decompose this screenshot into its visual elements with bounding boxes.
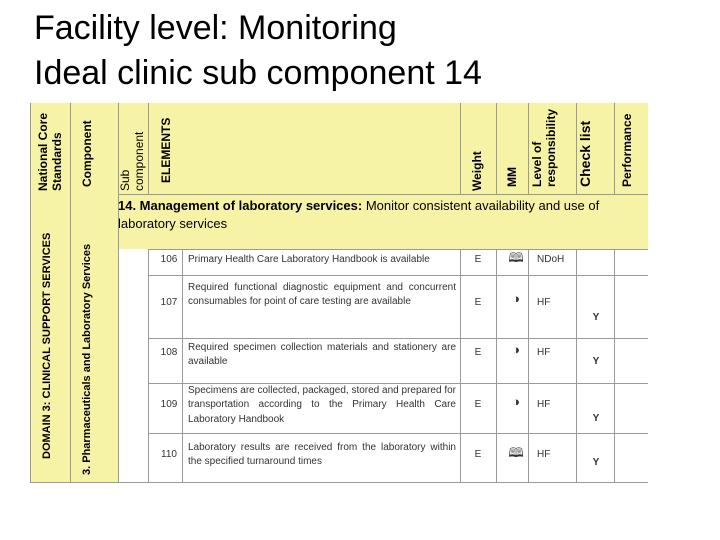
element-number: 108 (160, 347, 178, 358)
mm-icon: 🕮 (508, 250, 524, 265)
mm-icon: ◑ (512, 291, 520, 306)
responsibility-value: NDoH (537, 254, 565, 265)
weight-value: E (474, 297, 482, 308)
check-list-value: Y (592, 356, 600, 367)
responsibility-value: HF (537, 347, 551, 358)
weight-value: E (474, 254, 482, 265)
header-weight: Weight (470, 151, 484, 191)
element-number: 107 (160, 297, 178, 308)
header-national-core-standards: National Core Standards (36, 112, 64, 191)
element-text: Specimens are collected, packaged, stored and prepared for transportation according to the Primary Health Care Laboratory Handbook (188, 385, 456, 425)
header-mm: MM (505, 167, 519, 187)
mm-icon: ◑ (512, 342, 520, 357)
element-text: Primary Health Care Laboratory Handbook is available (188, 254, 430, 265)
banner-description: Monitor consistent availability and use of laboratory services (118, 198, 600, 231)
responsibility-value: HF (537, 399, 551, 410)
check-list-value: Y (592, 457, 600, 468)
element-number: 109 (160, 399, 178, 410)
weight-value: E (474, 347, 482, 358)
header-check-list: Check list (577, 120, 593, 187)
header-sub-component: Sub component (118, 131, 146, 191)
check-list-value: Y (592, 312, 600, 323)
mm-icon: 🕮 (508, 445, 524, 460)
element-text: Required functional diagnostic equipment and concurrent consumables for point of care testing are available (188, 282, 456, 308)
element-number: 110 (161, 449, 177, 460)
element-number: 106 (160, 254, 178, 265)
weight-value: E (474, 399, 482, 410)
check-list-value: Y (592, 413, 600, 424)
header-performance: Performance (620, 113, 634, 187)
sub-component-banner (118, 197, 644, 233)
header-component: Component (80, 120, 94, 187)
domain-label: DOMAIN 3: CLINICAL SUPPORT SERVICES (41, 232, 53, 459)
header-elements: ELEMENTS (159, 117, 173, 183)
weight-value: E (474, 449, 482, 460)
component-label: 3. Pharmaceuticals and Laboratory Services (81, 243, 93, 475)
standards-table (30, 103, 648, 483)
banner-heading: 14. Management of laboratory services: (118, 198, 363, 213)
header-level-of-responsibility: Level of responsibility (530, 108, 558, 187)
slide-title-line-1: Facility level: Monitoring (34, 9, 397, 47)
element-text: Laboratory results are received from the laboratory within the specified turnaround times (188, 442, 456, 468)
slide-title-line-2: Ideal clinic sub component 14 (34, 54, 482, 92)
responsibility-value: HF (537, 449, 551, 460)
mm-icon: ◑ (512, 394, 520, 409)
responsibility-value: HF (537, 297, 551, 308)
element-text: Required specimen collection materials and stationery are available (188, 342, 456, 368)
